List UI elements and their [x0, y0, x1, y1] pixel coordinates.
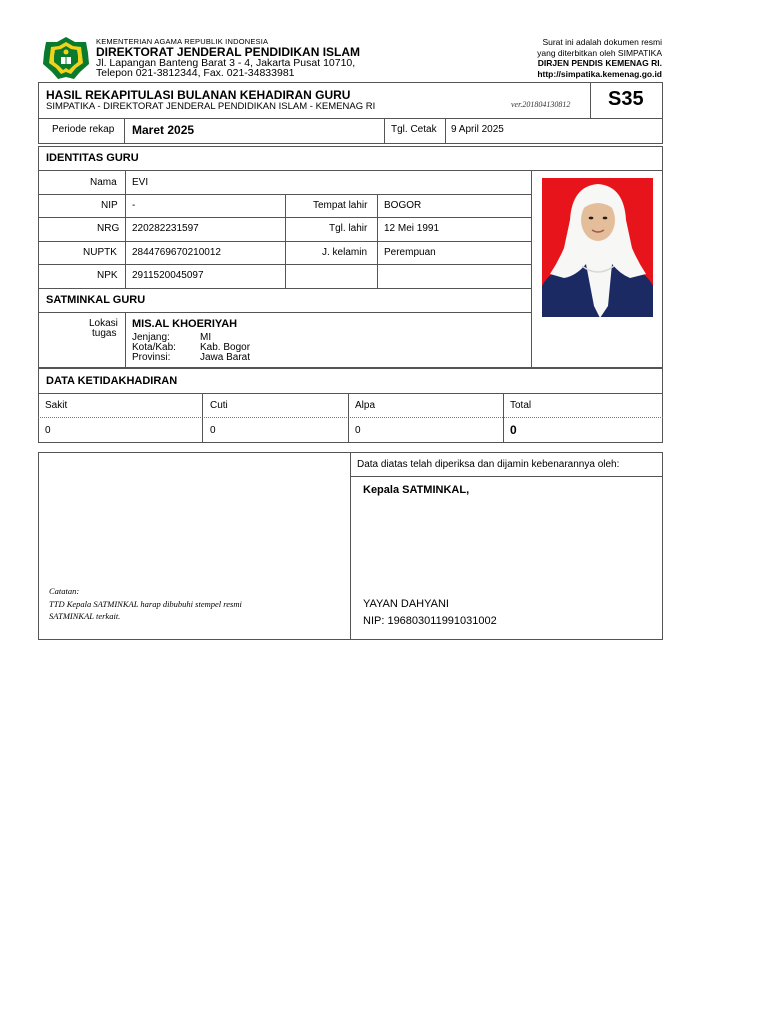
simpatika-link[interactable]: http://simpatika.kemenag.go.id	[537, 69, 662, 79]
kepala-nip: NIP: 196803011991031002	[363, 615, 497, 627]
kepala-label: Kepala SATMINKAL,	[363, 484, 470, 496]
jenjang-label: Jenjang:	[132, 332, 170, 343]
kemenag-logo-icon	[42, 36, 90, 80]
satminkal-heading: SATMINKAL GURU	[46, 294, 146, 306]
document-note-line2: yang diterbitkan oleh SIMPATIKA	[537, 48, 662, 58]
kota-label: Kota/Kab:	[132, 342, 176, 353]
report-version: ver.20180413081​2	[511, 100, 571, 109]
catatan-line1: TTD Kepala SATMINKAL harap dibubuhi stempel resmi	[49, 599, 242, 609]
provinsi-label: Provinsi:	[132, 352, 171, 363]
directorate-name: DIREKTORAT JENDERAL PENDIDIKAN ISLAM	[96, 45, 361, 59]
sakit-value: 0	[45, 425, 51, 436]
nip-label: NIP	[101, 200, 118, 211]
catatan-label: Catatan:	[49, 586, 80, 596]
jenjang-value: MI	[200, 332, 212, 343]
npk-value: 2911520045097	[132, 270, 204, 281]
nip-value: -	[132, 200, 136, 211]
tempat-lahir-label: Tempat lahir	[313, 200, 368, 211]
report-code: S35	[608, 88, 644, 110]
lokasi-label-2: tugas	[92, 328, 117, 339]
identitas-heading: IDENTITAS GURU	[46, 152, 139, 164]
nuptk-label: NUPTK	[83, 247, 117, 258]
catatan-line2: SATMINKAL terkait.	[49, 611, 121, 621]
jkelamin-label: J. kelamin	[322, 247, 368, 258]
provinsi-value: Jawa Barat	[200, 352, 251, 363]
verified-text: Data diatas telah diperiksa dan dijamin kebenarannya oleh:	[357, 459, 620, 470]
report-subtitle: SIMPATIKA - DIREKTORAT JENDERAL PENDIDIKAN ISLAM - KEMENAG RI	[46, 101, 376, 112]
sakit-label: Sakit	[45, 400, 68, 411]
jkelamin-value: Perempuan	[384, 247, 436, 258]
nuptk-value: 2844769670210012	[132, 247, 221, 258]
tgl-lahir-value: 12 Mei 1991	[384, 223, 440, 234]
periode-label: Periode rekap	[52, 124, 115, 135]
tempat-lahir-value: BOGOR	[384, 200, 422, 211]
nama-label: Nama	[90, 177, 117, 188]
nrg-value: 220282231597	[132, 223, 199, 234]
nama-value: EVI	[132, 177, 149, 188]
report-title: HASIL REKAPITULASI BULANAN KEHADIRAN GURU	[46, 88, 351, 102]
alpa-label: Alpa	[355, 400, 376, 411]
document-note-line3: DIRJEN PENDIS KEMENAG RI.	[537, 58, 662, 68]
kepala-name: YAYAN DAHYANI	[363, 598, 449, 610]
tgl-cetak-value: 9 April 2025	[451, 124, 504, 135]
tgl-lahir-label: Tgl. lahir	[329, 223, 368, 234]
kota-value: Kab. Bogor	[200, 342, 251, 353]
cuti-value: 0	[210, 425, 216, 436]
teacher-photo	[542, 178, 653, 317]
document-note-line1: Surat ini adalah dokumen resmi	[542, 37, 662, 47]
ketidakhadiran-heading: DATA KETIDAKHADIRAN	[46, 375, 178, 387]
directorate-phone: Telepon 021-3812344, Fax. 021-34833981	[96, 67, 295, 79]
directorate-address: Jl. Lapangan Banteng Barat 3 - 4, Jakarta Pusat 10710,	[96, 57, 356, 69]
periode-value: Maret 2025	[132, 123, 195, 137]
cuti-label: Cuti	[210, 400, 228, 411]
lokasi-label-1: Lokasi	[89, 318, 118, 329]
npk-label: NPK	[97, 270, 118, 281]
ministry-name: KEMENTERIAN AGAMA REPUBLIK INDONESIA	[96, 37, 269, 46]
nrg-label: NRG	[97, 223, 120, 234]
alpa-value: 0	[355, 425, 361, 436]
tgl-cetak-label: Tgl. Cetak	[391, 124, 437, 135]
satminkal-name: MIS.AL KHOERIYAH	[132, 318, 238, 330]
total-label: Total	[510, 400, 532, 411]
total-value: 0	[510, 423, 517, 437]
